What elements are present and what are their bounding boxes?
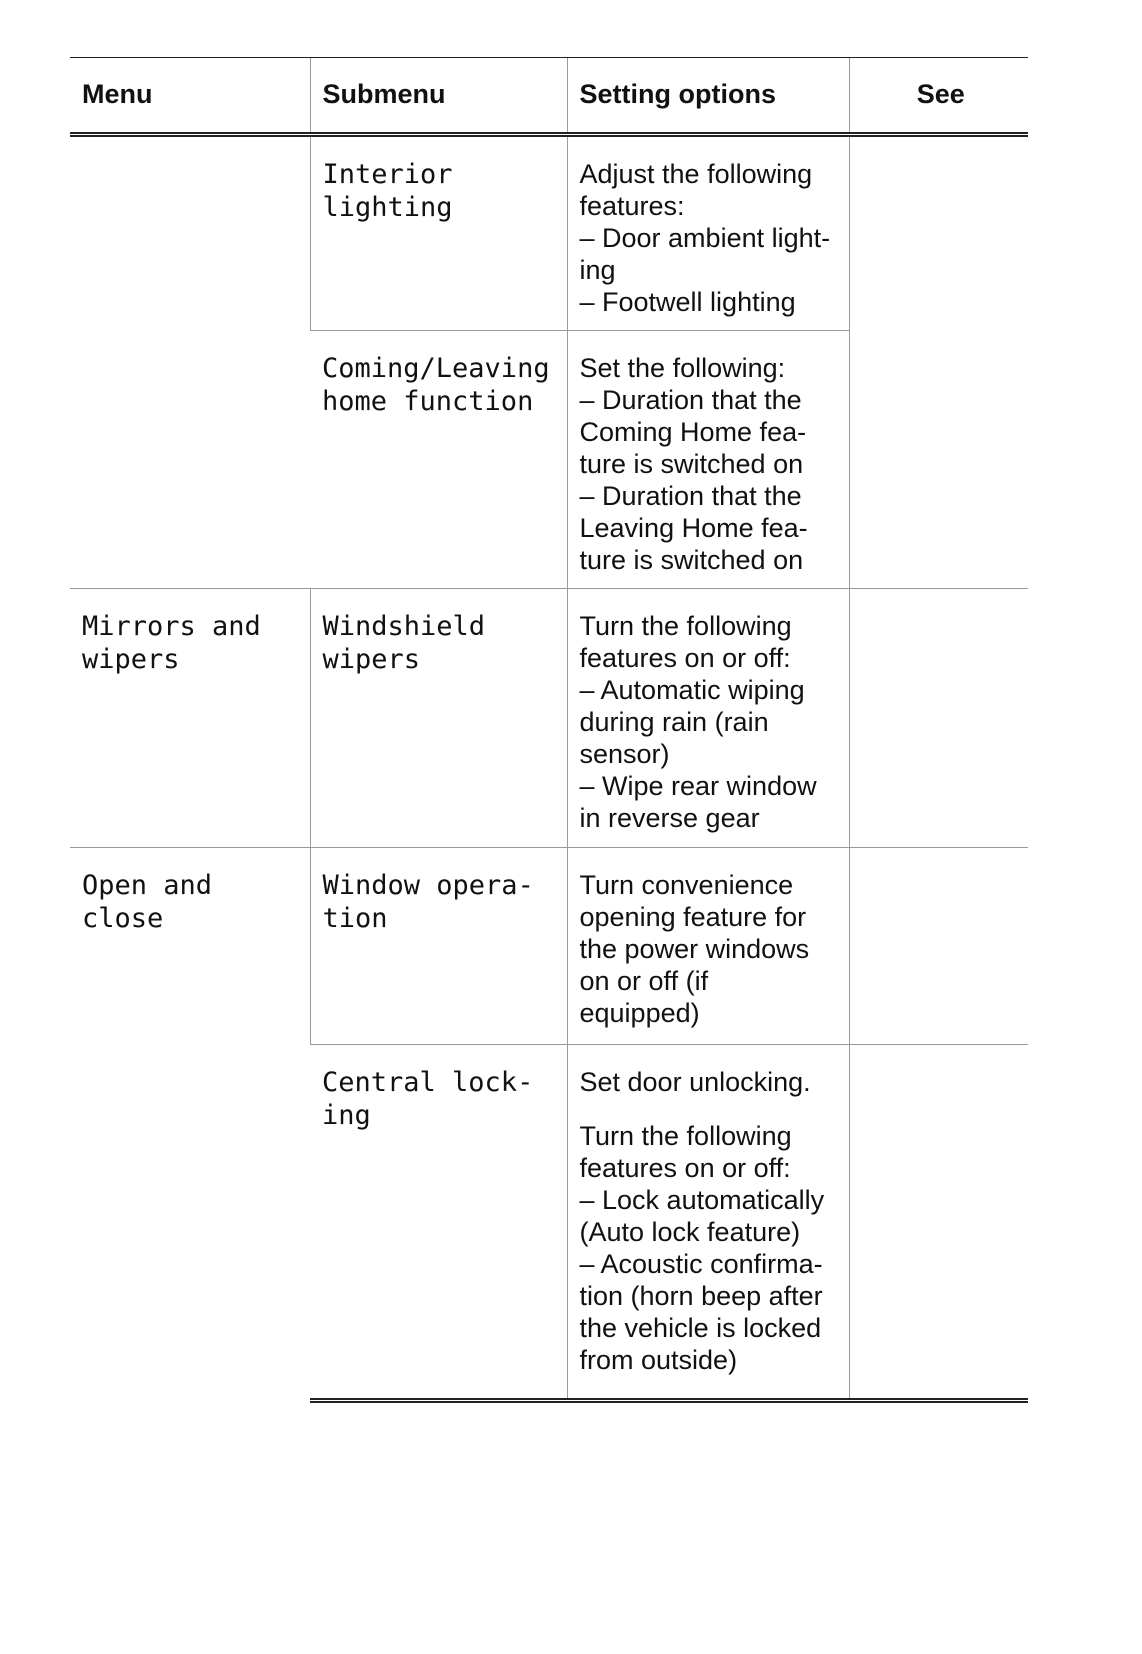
menu-cell: [70, 135, 310, 589]
settings-cell: [567, 589, 849, 848]
header-menu: Menu: [70, 58, 310, 135]
settings-line: features on or off:: [579, 1153, 791, 1183]
settings-line: equipped): [579, 998, 700, 1028]
submenu-line: Interior: [322, 159, 453, 190]
settings-line: features:: [579, 191, 685, 221]
settings-line: – Door ambient light-: [579, 223, 831, 253]
settings-line: opening feature for: [579, 902, 807, 932]
menu-line: Mirrors and: [82, 611, 261, 642]
settings-line: – Duration that the: [579, 481, 802, 511]
settings-line: Set door unlocking.: [579, 1067, 811, 1097]
table-row: [70, 589, 1028, 848]
submenu-line: Central lock-: [322, 1067, 534, 1098]
settings-line: from outside): [579, 1345, 738, 1375]
settings-line: the power windows: [579, 934, 810, 964]
settings-line: – Acoustic confirma-: [579, 1249, 823, 1279]
header-see: See: [849, 58, 1028, 135]
settings-line: Coming Home fea-: [579, 417, 807, 447]
settings-cell: [567, 331, 849, 589]
settings-line: – Footwell lighting: [579, 287, 796, 317]
see-cell: [849, 589, 1028, 848]
settings-line: – Wipe rear window: [579, 771, 817, 801]
settings-line: the vehicle is locked: [579, 1313, 822, 1343]
settings-line: ture is switched on: [579, 545, 804, 575]
submenu-line: wipers: [322, 644, 421, 675]
settings-line: Leaving Home fea-: [579, 513, 808, 543]
settings-line: features on or off:: [579, 643, 791, 673]
settings-paragraph: [580, 869, 841, 1029]
settings-line: Turn the following: [579, 611, 792, 641]
see-cell: [849, 135, 1028, 589]
submenu-cell: [310, 331, 567, 589]
settings-menu-table: [70, 57, 1028, 1403]
settings-paragraph: [580, 158, 841, 318]
header-submenu: Submenu: [310, 58, 567, 135]
settings-line: (Auto lock feature): [579, 1217, 801, 1247]
submenu-cell: [310, 589, 567, 848]
settings-line: on or off (if: [579, 966, 709, 996]
settings-line: sensor): [579, 739, 670, 769]
settings-line: tion (horn beep after: [579, 1281, 823, 1311]
menu-line: wipers: [82, 644, 180, 675]
menu-cell: [70, 848, 310, 1401]
settings-line: ture is switched on: [579, 449, 804, 479]
submenu-line: home function: [322, 386, 534, 417]
see-cell: [849, 848, 1028, 1045]
settings-paragraph: [580, 352, 841, 576]
menu-line: Open and: [82, 870, 213, 901]
submenu-line: Window opera-: [322, 870, 534, 901]
settings-line: – Automatic wiping: [579, 675, 805, 705]
settings-line: – Lock automatically: [579, 1185, 825, 1215]
settings-line: Turn the following: [579, 1121, 792, 1151]
submenu-cell: [310, 135, 567, 331]
settings-cell: [567, 135, 849, 331]
submenu-cell: [310, 1045, 567, 1401]
header-setting-options: Setting options: [567, 58, 849, 135]
settings-cell: [567, 1045, 849, 1401]
settings-paragraph: [580, 610, 841, 834]
submenu-line: tion: [322, 903, 388, 934]
submenu-line: Coming/Leaving: [322, 353, 550, 384]
settings-paragraph: [580, 1066, 841, 1098]
table-header-row: [70, 58, 1028, 135]
table-row: [70, 135, 1028, 331]
settings-line: during rain (rain: [579, 707, 769, 737]
table-row: [70, 848, 1028, 1045]
settings-line: in reverse gear: [579, 803, 760, 833]
settings-cell: [567, 848, 849, 1045]
settings-line: – Duration that the: [579, 385, 802, 415]
menu-line: close: [82, 903, 164, 934]
submenu-line: Windshield: [322, 611, 486, 642]
settings-table-container: [70, 57, 1028, 1403]
see-cell: [849, 1045, 1028, 1401]
submenu-cell: [310, 848, 567, 1045]
settings-line: Turn convenience: [579, 870, 794, 900]
settings-paragraph: [580, 1120, 841, 1376]
submenu-line: ing: [322, 1100, 371, 1131]
menu-cell: [70, 589, 310, 848]
submenu-line: lighting: [322, 192, 453, 223]
settings-line: Set the following:: [579, 353, 786, 383]
settings-line: ing: [579, 255, 616, 285]
settings-line: Adjust the following: [579, 159, 813, 189]
